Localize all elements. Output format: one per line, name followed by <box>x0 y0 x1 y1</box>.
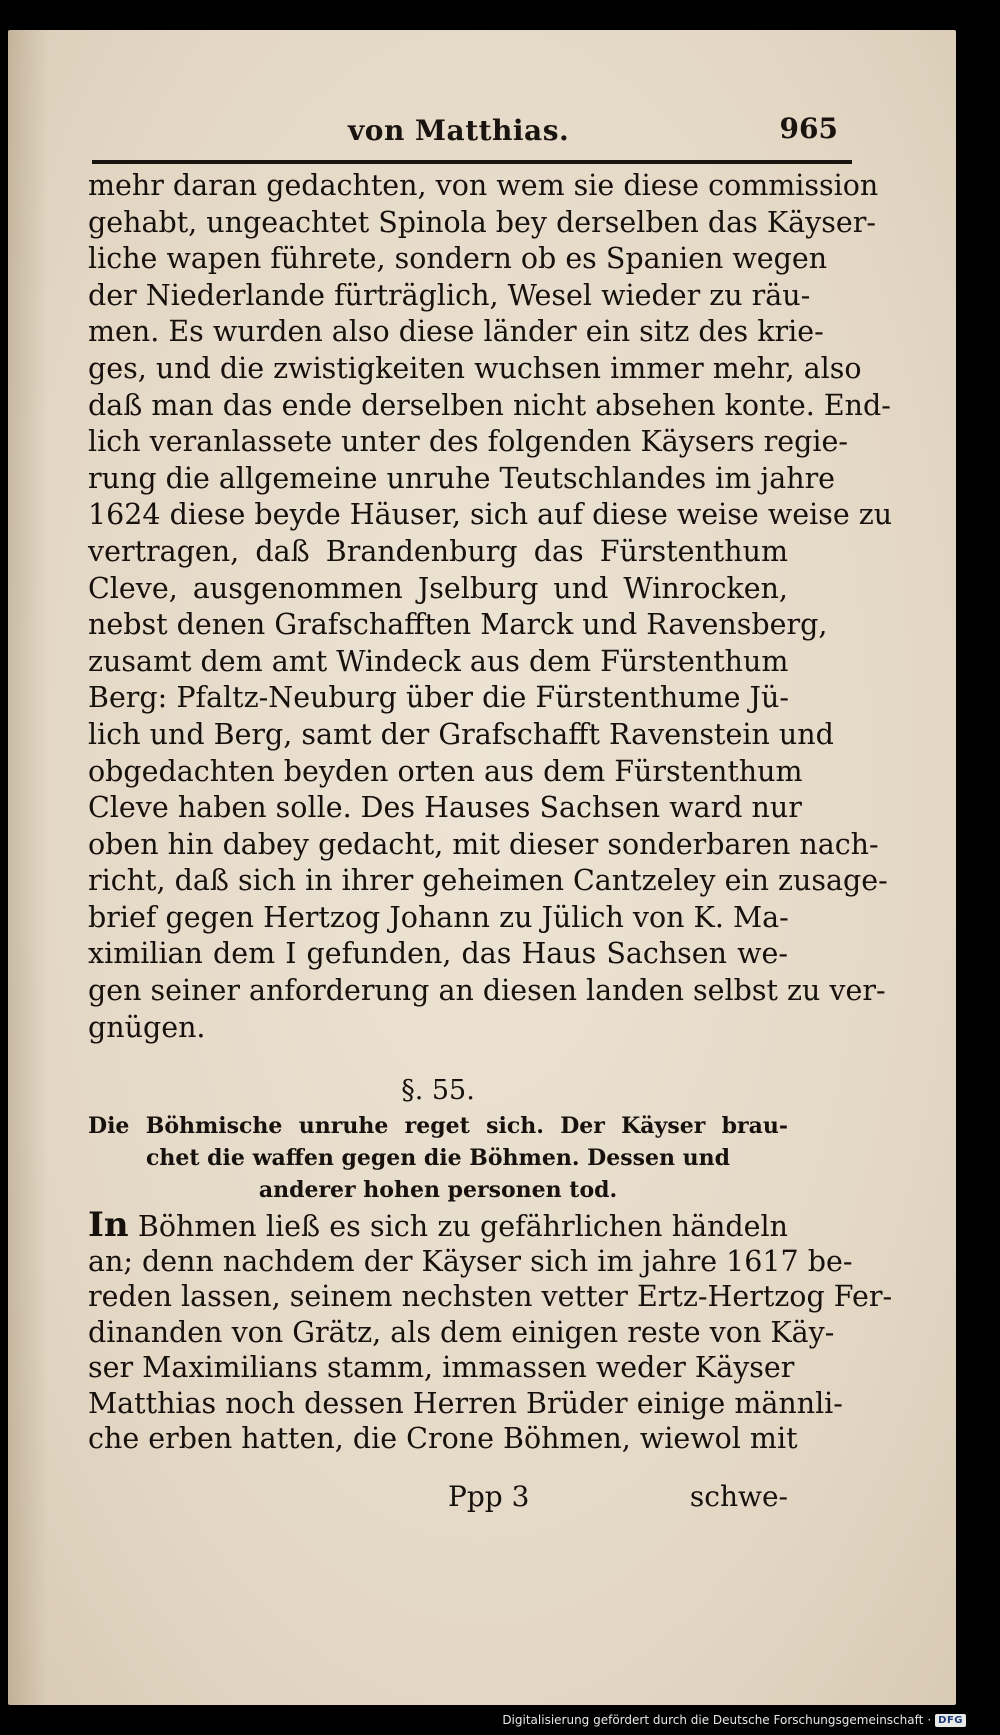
catchword: schwe- <box>689 1480 788 1513</box>
page-footer <box>88 1480 788 1520</box>
text-line: ser Maximilians stamm, immassen weder Käyser <box>88 1351 795 1384</box>
text-line: an; denn nachdem der Käyser sich im jahre 1617 be- <box>88 1244 853 1278</box>
text-line-rest: Böhmen ließ es sich zu gefährlichen händeln <box>128 1210 788 1243</box>
text-line: brief gegen Hertzog Johann zu Jülich von K. Ma- <box>88 900 789 934</box>
text-line: che erben hatten, die Crone Böhmen, wiewol mit <box>88 1422 798 1455</box>
signature-mark: Ppp 3 <box>448 1480 530 1513</box>
section-number: §. 55. <box>401 1075 475 1106</box>
summary-line: Die Böhmische unruhe reget sich. Der Käyser brau- <box>88 1113 788 1139</box>
text-line <box>88 1205 788 1245</box>
initial-word: In <box>88 1205 129 1245</box>
text-line: oben hin dabey gedacht, mit dieser sonderbaren nach- <box>88 827 879 861</box>
summary-line: anderer hohen personen tod. <box>258 1177 618 1203</box>
text-line: Cleve, ausgenommen Jselburg und Winrocken, <box>88 571 788 605</box>
summary-line: chet die waffen gegen die Böhmen. Dessen und <box>145 1145 731 1171</box>
text-line: gnügen. <box>88 1010 206 1044</box>
text-line: dinanden von Grätz, als dem einigen reste von Käy- <box>88 1315 835 1349</box>
text-line: ges, und die zwistigkeiten wuchsen immer mehr, also <box>88 351 862 385</box>
text-line: Matthias noch dessen Herren Brüder einige männli- <box>88 1386 843 1420</box>
text-line: 1624 diese beyde Häuser, sich auf diese weise weise zu <box>88 498 893 532</box>
text-line: gehabt, ungeachtet Spinola bey derselben das Käyser- <box>88 205 876 239</box>
page-header <box>88 82 838 147</box>
text-line: obgedachten beyden orten aus dem Fürstenthum <box>88 754 803 788</box>
credit-text: Digitalisierung gefördert durch die Deutsche Forschungsgemeinschaft <box>502 1713 924 1727</box>
text-line: gen seiner anforderung an diesen landen selbst zu ver- <box>88 974 886 1008</box>
text-line: daß man das ende derselben nicht absehen konte. End- <box>88 388 891 422</box>
section-summary <box>88 1110 788 1206</box>
text-line: men. Es wurden also diese länder ein sitz des krie- <box>88 315 824 349</box>
text-line: vertragen, daß Brandenburg das Fürstenthum <box>88 534 788 568</box>
dfg-logo-icon: DFG <box>935 1714 966 1727</box>
body-text-paragraph-2 <box>88 1205 893 1457</box>
body-text-paragraph <box>88 168 893 1046</box>
text-line: der Niederlande fürträglich, Wesel wieder zu räu- <box>88 278 811 312</box>
page-number: 965 <box>779 112 838 145</box>
text-line: lich veranlassete unter des folgenden Käysers regie- <box>88 425 848 459</box>
text-line: Cleve haben solle. Des Hauses Sachsen ward nur <box>88 791 802 825</box>
text-line: rung die allgemeine unruhe Teutschlandes im jahre <box>88 461 836 495</box>
text-line: liche wapen führete, sondern ob es Spanien wegen <box>88 242 828 276</box>
text-line: lich und Berg, samt der Grafschafft Ravenstein und <box>88 717 834 751</box>
text-line: mehr daran gedachten, von wem sie diese commission <box>88 169 879 202</box>
text-line: richt, daß sich in ihrer geheimen Cantzeley ein zusage- <box>88 864 888 898</box>
page-gutter-shadow <box>8 30 48 1705</box>
header-rule <box>92 160 852 164</box>
credit-separator: · <box>927 1713 932 1727</box>
text-line: ximilian dem I gefunden, das Haus Sachsen we- <box>88 937 788 971</box>
text-line: zusamt dem amt Windeck aus dem Fürstenthum <box>88 644 789 678</box>
digitization-credit <box>502 1713 966 1727</box>
text-line: nebst denen Grafschafften Marck und Ravensberg, <box>88 608 828 642</box>
text-line: reden lassen, seinem nechsten vetter Ertz-Hertzog Fer- <box>88 1280 893 1313</box>
text-line: Berg: Pfaltz-Neuburg über die Fürstenthume Jü- <box>88 681 789 715</box>
running-head: von Matthias. <box>348 114 570 147</box>
